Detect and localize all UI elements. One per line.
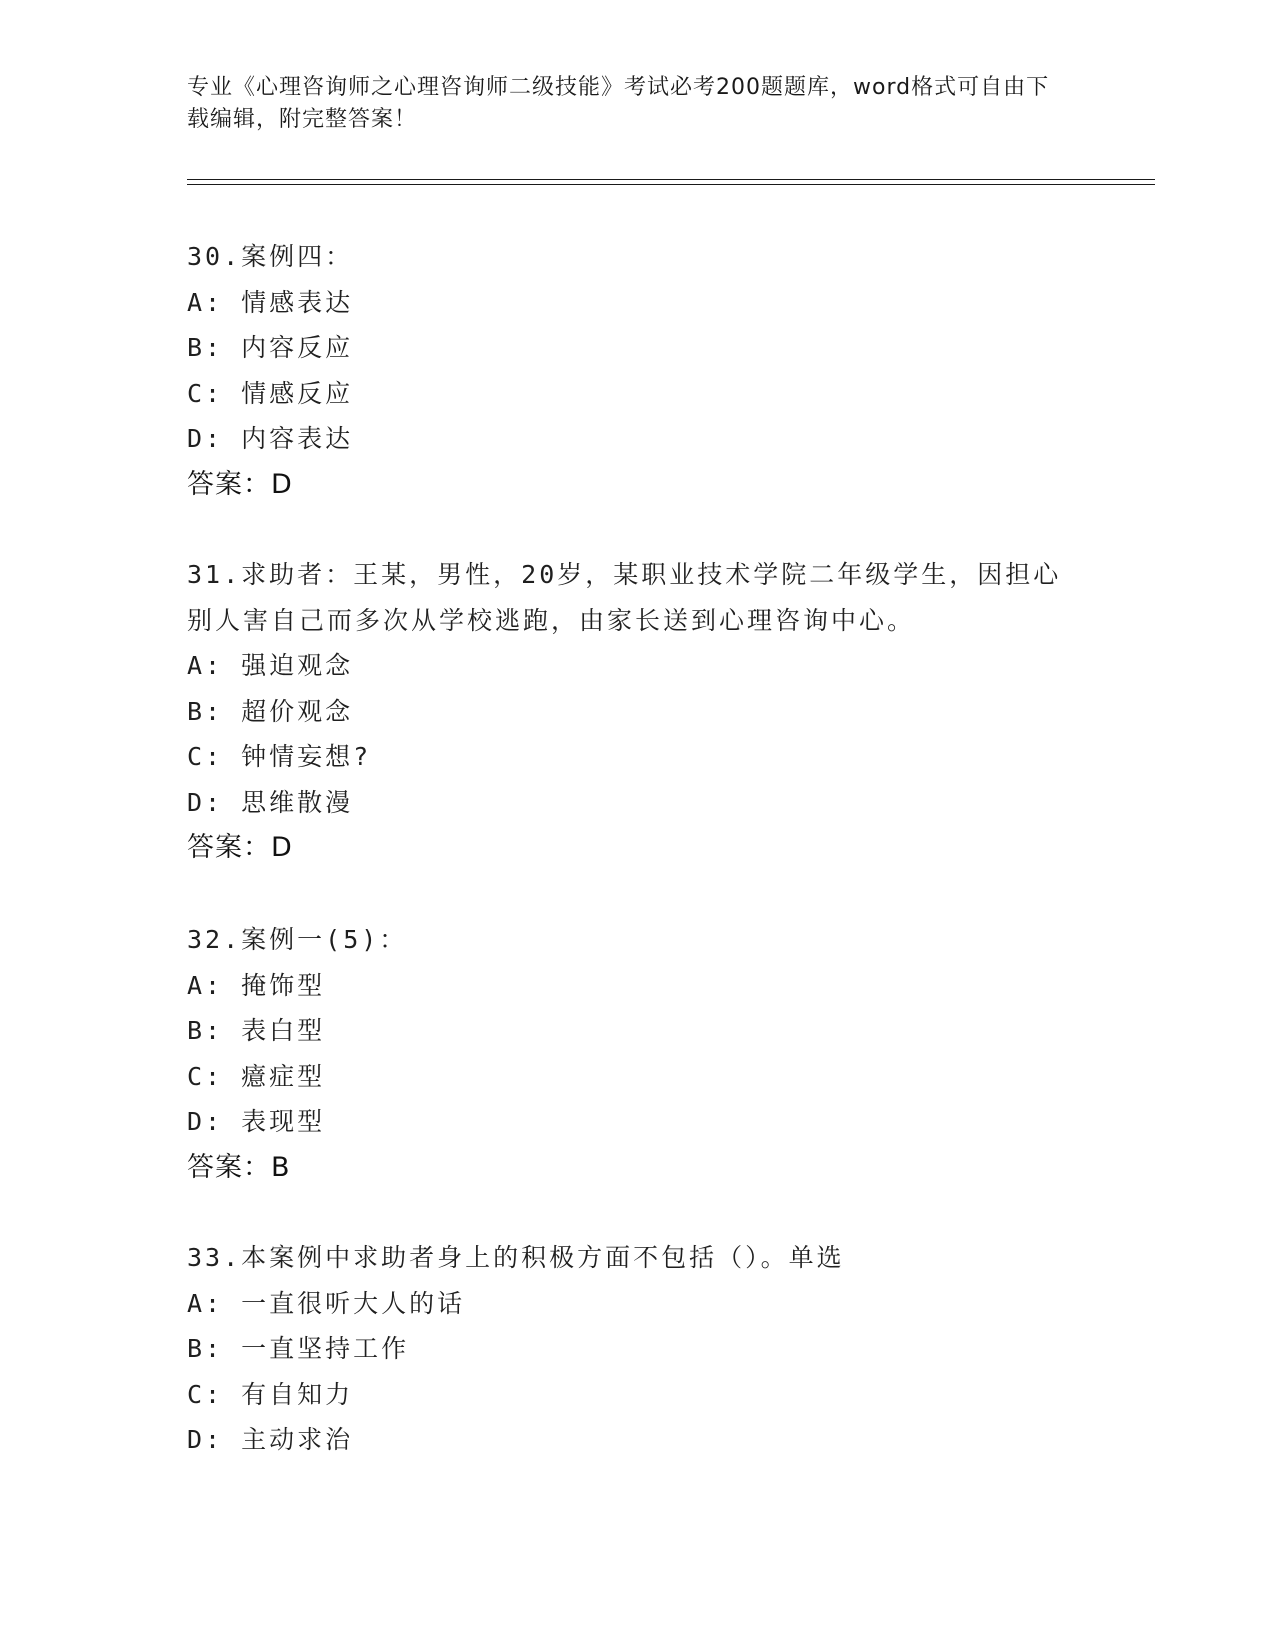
option-c: C: 情感反应	[187, 378, 354, 408]
question-32	[187, 917, 1087, 1191]
option-a: A: 情感表达	[187, 287, 354, 317]
option-d: D: 表现型	[187, 1107, 326, 1136]
option-c: C: 癔症型	[187, 1061, 326, 1091]
document-intro-text: 专业《心理咨询师之心理咨询师二级技能》考试必考200题题库，word格式可自由下载编辑，附完整答案！	[187, 75, 1050, 132]
option-a: A: 一直很听大人的话	[187, 1288, 466, 1318]
question-30	[187, 234, 1087, 508]
header-divider-bottom	[187, 184, 1155, 185]
option-a: A: 强迫观念	[187, 651, 354, 680]
option-c: C: 有自知力	[187, 1379, 354, 1409]
question-stem: 31.求助者：王某，男性，20岁，某职业技术学院二年级学生，因担心别人害自己而多次从学校逃跑，由家长送到心理咨询中心。	[187, 560, 1062, 635]
answer-line: 答案：D	[187, 468, 293, 500]
option-d: D: 内容表达	[187, 424, 354, 453]
option-c: C: 钟情妄想?	[187, 742, 372, 771]
answer-line: 答案：D	[187, 832, 293, 863]
option-b: B: 内容反应	[187, 333, 354, 362]
question-33	[187, 1235, 1087, 1463]
option-b: B: 表白型	[187, 1016, 326, 1045]
option-d: D: 思维散漫	[187, 787, 354, 817]
option-b: B: 一直坚持工作	[187, 1334, 410, 1363]
question-stem: 30.案例四：	[187, 242, 354, 271]
question-stem: 32.案例一(5)：	[187, 925, 408, 954]
header-divider-top	[187, 179, 1155, 180]
option-b: B: 超价观念	[187, 696, 354, 726]
question-stem: 33.本案例中求助者身上的积极方面不包括（）。单选	[187, 1243, 845, 1272]
option-a: A: 掩饰型	[187, 970, 326, 1000]
question-31	[187, 552, 1087, 871]
option-d: D: 主动求治	[187, 1425, 354, 1454]
answer-line: 答案：B	[187, 1151, 291, 1183]
